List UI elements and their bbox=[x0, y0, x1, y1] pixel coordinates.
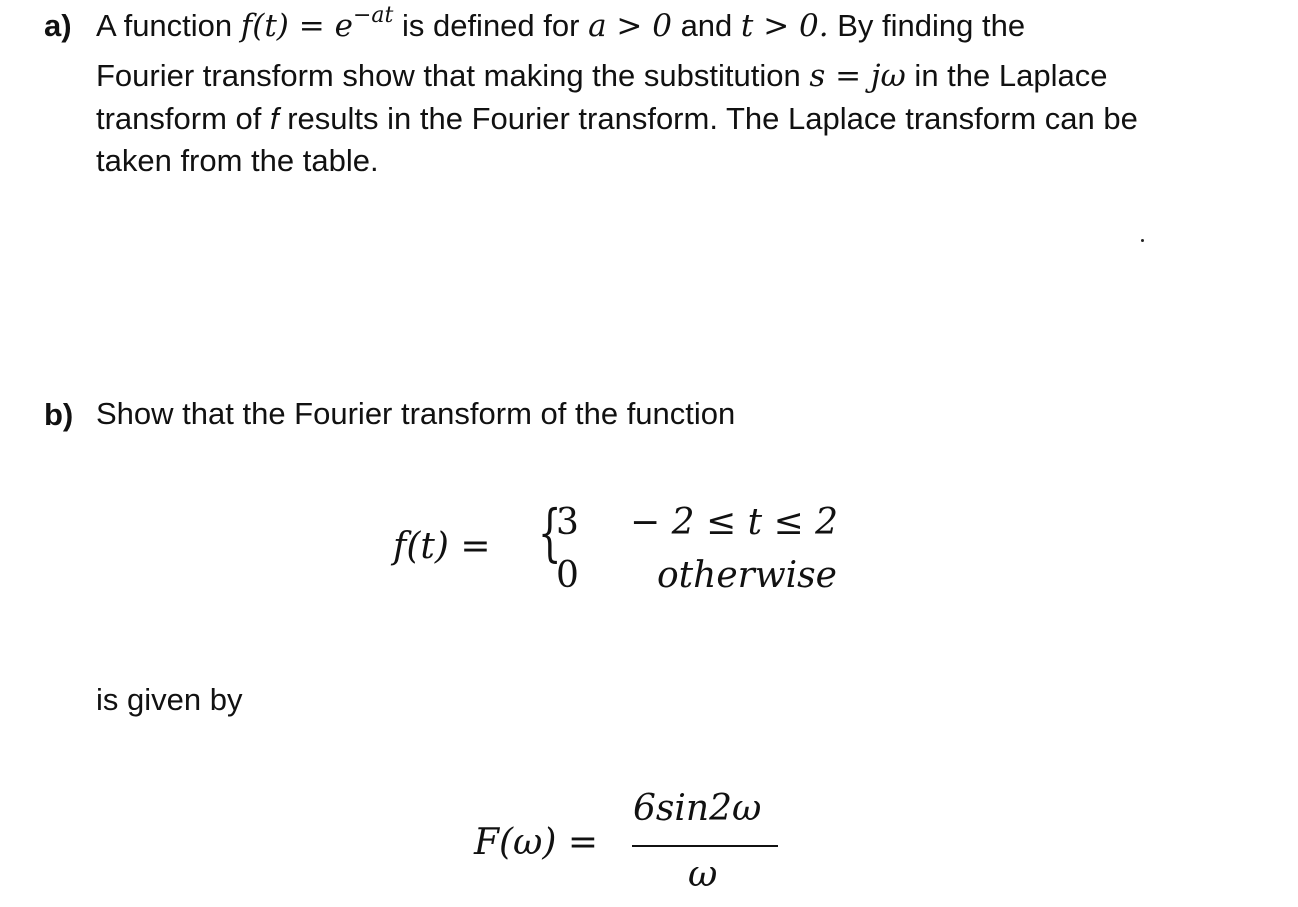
equals-sign: = bbox=[288, 8, 335, 44]
function-f-of-t: f(t) bbox=[240, 8, 289, 44]
piecewise-value-1: 3 bbox=[556, 502, 579, 543]
part-b-intro: Show that the Fourier transform of the function bbox=[96, 396, 736, 431]
part-a-text-4: By finding the bbox=[828, 8, 1026, 43]
part-a-line-3-end: results in the Fourier transform. The Laplace transform can be bbox=[278, 101, 1138, 136]
part-a-line-2-end: in the Laplace bbox=[905, 58, 1108, 93]
part-a-text-2: is defined for bbox=[393, 8, 589, 43]
fraction-bar bbox=[632, 845, 778, 847]
exp-exponent: −at bbox=[352, 3, 394, 28]
substitution: s = jω bbox=[809, 58, 906, 94]
part-a-text-3: and bbox=[671, 8, 741, 43]
part-a-line-2-start: Fourier transform show that making the substitution bbox=[96, 58, 810, 93]
part-a-label: a) bbox=[44, 8, 72, 43]
piecewise-value-2: 0 bbox=[556, 555, 579, 596]
result-denominator: ω bbox=[688, 854, 718, 895]
part-a-text-1: A function bbox=[96, 8, 241, 43]
condition-a: a > 0 bbox=[588, 8, 672, 44]
italic-f: f bbox=[270, 101, 279, 136]
exp-base: e bbox=[334, 8, 353, 44]
part-a-line-1 bbox=[96, 4, 1025, 51]
part-a-line-2 bbox=[96, 54, 1107, 98]
part-b-label: b) bbox=[44, 397, 74, 432]
part-a-line-3-start: transform of bbox=[96, 101, 270, 136]
piecewise-brace: { bbox=[537, 496, 562, 569]
piecewise-condition-1: − 2 ≤ t ≤ 2 bbox=[630, 502, 838, 543]
piecewise-condition-2: otherwise bbox=[657, 555, 837, 596]
given-by-text: is given by bbox=[96, 682, 243, 717]
result-numerator: 6sin2ω bbox=[633, 788, 762, 829]
part-a-line-4: taken from the table. bbox=[96, 143, 379, 178]
piecewise-lhs: f(t) = bbox=[393, 526, 491, 567]
part-a-line-3 bbox=[96, 97, 1138, 140]
stray-mark bbox=[1141, 239, 1144, 242]
result-lhs: F(ω) = bbox=[474, 822, 599, 863]
condition-t: t > 0. bbox=[740, 8, 829, 44]
